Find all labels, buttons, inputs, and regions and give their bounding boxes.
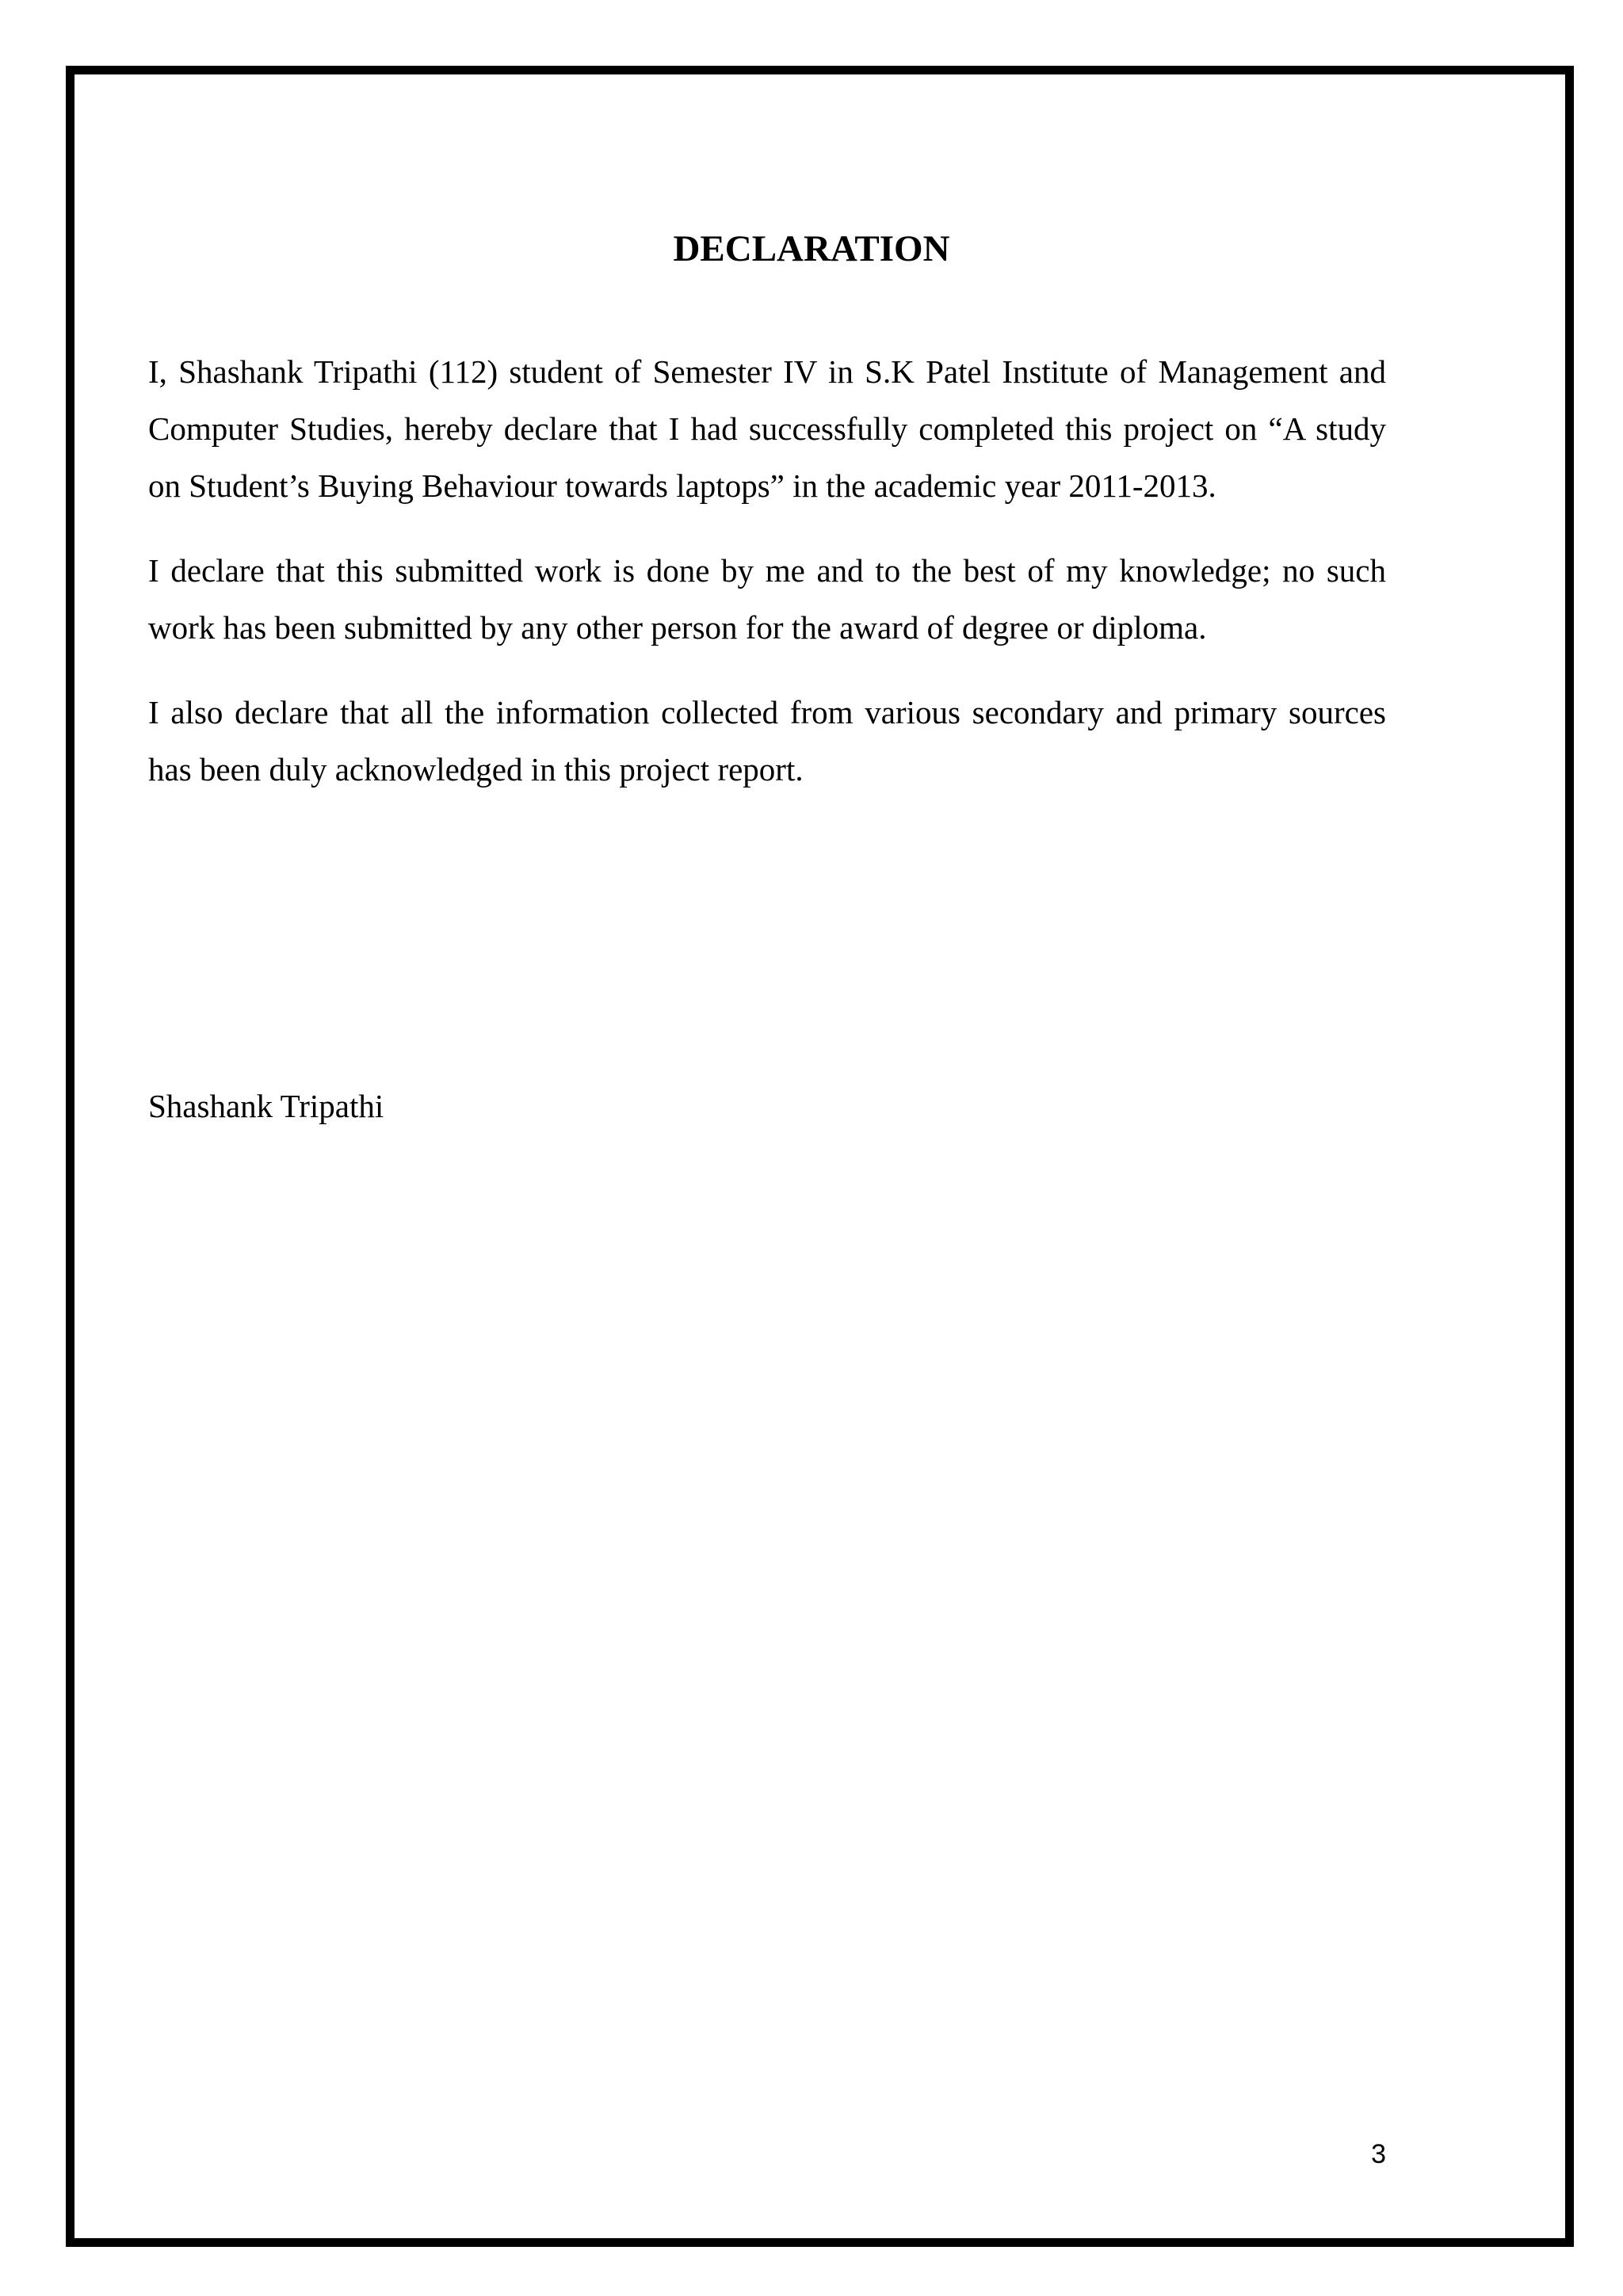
declaration-paragraph-2: I declare that this submitted work is done by me and to the best of my knowledge; no such work has been submitted by any other person for the award of degree or diploma. [148,552,1386,646]
declaration-paragraph-3: I also declare that all the information collected from various secondary and primary sources has been duly acknowledged in this project report. [148,694,1386,788]
signature-name: Shashank Tripathi [148,1088,384,1124]
declaration-paragraph-1: I, Shashank Tripathi (112) student of Semester IV in S.K Patel Institute of Management and Computer Studies, hereby declare that I had successfully completed this project on “A study on Student’s Buying Behaviour towards laptops” in the academic year 2011-2013. [148,353,1386,504]
page-number: 3 [1371,2139,1386,2169]
page-title: DECLARATION [673,228,950,269]
declaration-body [148,343,1386,826]
